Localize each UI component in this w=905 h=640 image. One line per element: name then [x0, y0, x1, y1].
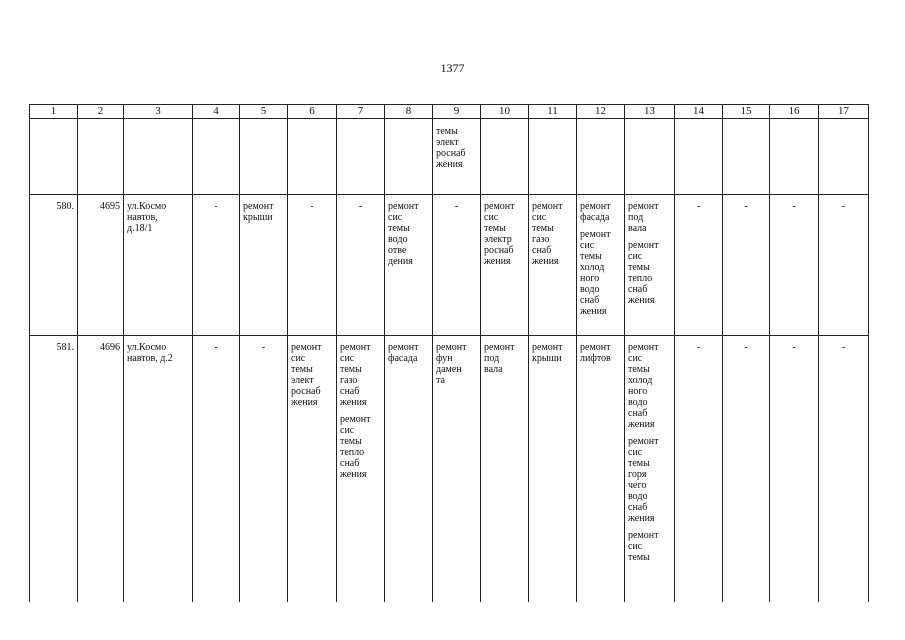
- cell-content: [78, 336, 123, 353]
- cell-line: элект: [436, 137, 459, 148]
- cell-line: фасада: [580, 212, 610, 223]
- address-cell: [124, 195, 193, 336]
- cell-line: вала: [484, 364, 503, 375]
- cell-line: под: [484, 353, 500, 364]
- cell-line: жения: [291, 397, 318, 408]
- column-header: 6: [288, 105, 337, 119]
- cell-line: ремонт: [628, 436, 659, 447]
- cell-line: сис: [484, 212, 499, 223]
- cell-text-block: [436, 126, 477, 170]
- cell-line: сис: [628, 251, 643, 262]
- work-cell-col4: [193, 195, 240, 336]
- cell-line: чего: [628, 480, 647, 491]
- table-cell: [124, 119, 193, 195]
- cell-content: [723, 336, 769, 353]
- cell-text-block: [628, 240, 671, 306]
- column-header: 8: [385, 105, 433, 119]
- column-header: 12: [577, 105, 625, 119]
- work-cell-col16: [770, 336, 819, 603]
- work-cell-col7: [337, 336, 385, 603]
- work-cell-col12: [577, 195, 625, 336]
- cell-text-block: [484, 342, 525, 375]
- cell-line: темы: [628, 364, 650, 375]
- cell-value: -: [841, 342, 846, 353]
- work-cell-col10: [481, 336, 529, 603]
- cell-content: [723, 195, 769, 212]
- cell-line: сис: [340, 425, 355, 436]
- cell-line: сис: [388, 212, 403, 223]
- cell-line: ремонт: [580, 229, 611, 240]
- cell-line: роснаб: [436, 148, 466, 159]
- address-cell: [124, 336, 193, 603]
- table-cell: [30, 119, 78, 195]
- cell-content: [124, 195, 192, 234]
- cell-line: холод: [580, 262, 605, 273]
- cell-content: [481, 336, 528, 375]
- cell-line: ремонт: [484, 201, 515, 212]
- column-header: 9: [433, 105, 481, 119]
- cell-value: -: [792, 342, 796, 353]
- work-cell-col10: [481, 195, 529, 336]
- table-cell: [675, 119, 723, 195]
- cell-content: [288, 336, 336, 408]
- cell-value: -: [744, 201, 748, 212]
- table-cell: [433, 119, 481, 195]
- cell-content: [770, 336, 818, 353]
- cell-line: ного: [628, 386, 648, 397]
- cell-line: роснаб: [484, 245, 514, 256]
- cell-content: [819, 195, 868, 212]
- cell-line: ремонт: [532, 342, 563, 353]
- cell-line: жения: [628, 419, 655, 430]
- address-line: навтов,: [127, 212, 158, 223]
- page-number: 1377: [440, 61, 465, 75]
- table-cell: [529, 119, 577, 195]
- cell-line: ремонт: [388, 342, 419, 353]
- cell-line: тепло: [628, 273, 653, 284]
- work-cell-col4: [193, 336, 240, 603]
- cell-line: сис: [532, 212, 547, 223]
- cell-line: ремонт: [628, 530, 659, 541]
- cell-text-block: [628, 436, 671, 524]
- cell-line: ремонт: [340, 342, 371, 353]
- row-number-cell: [30, 195, 78, 336]
- cell-line: водо: [388, 234, 408, 245]
- cell-line: темы: [580, 251, 602, 262]
- cell-content: [675, 195, 722, 212]
- cell-content: [385, 195, 432, 267]
- cell-text-block: [340, 342, 381, 408]
- object-code-cell: [78, 336, 124, 603]
- cell-content: [770, 195, 818, 212]
- table-cell: [337, 119, 385, 195]
- column-header: 10: [481, 105, 529, 119]
- cell-line: темы: [484, 223, 506, 234]
- column-header: 17: [819, 105, 869, 119]
- table-cell: [78, 119, 124, 195]
- cell-content: [30, 336, 77, 353]
- table-cell: [819, 119, 869, 195]
- cell-line: снаб: [628, 284, 648, 295]
- cell-line: вала: [628, 223, 647, 234]
- column-header: 5: [240, 105, 288, 119]
- cell-content: [625, 336, 674, 563]
- column-header: 1: [30, 105, 78, 119]
- cell-line: водо: [628, 397, 648, 408]
- cell-value: -: [358, 201, 363, 212]
- cell-line: фун: [436, 353, 453, 364]
- cell-content: [819, 336, 868, 353]
- cell-content: [240, 336, 287, 353]
- cell-line: темы: [628, 458, 650, 469]
- work-cell-col7: [337, 195, 385, 336]
- cell-text-block: [291, 342, 333, 408]
- cell-line: газо: [340, 375, 358, 386]
- cell-line: жения: [580, 306, 607, 317]
- cell-line: холод: [628, 375, 653, 386]
- table-cell: [288, 119, 337, 195]
- object-code: 4696: [100, 342, 120, 353]
- cell-content: [288, 195, 336, 212]
- table-cell: [577, 119, 625, 195]
- work-cell-col13: [625, 195, 675, 336]
- cell-line: сис: [340, 353, 355, 364]
- work-cell-col9: [433, 336, 481, 603]
- cell-line: темы: [628, 552, 650, 563]
- cell-line: отве: [388, 245, 407, 256]
- cell-line: темы: [291, 364, 313, 375]
- work-cell-col17: [819, 336, 869, 603]
- cell-line: фасада: [388, 353, 418, 364]
- address-line: навтов, д.2: [127, 353, 173, 364]
- cell-line: ремонт: [532, 201, 563, 212]
- cell-text-block: [388, 201, 429, 267]
- column-header: 4: [193, 105, 240, 119]
- work-cell-col11: [529, 195, 577, 336]
- cell-line: ремонт: [628, 342, 659, 353]
- column-header: 2: [78, 105, 124, 119]
- table-header-row: [30, 105, 869, 119]
- cell-text-block: [243, 201, 284, 223]
- cell-content: [529, 195, 576, 267]
- cell-line: роснаб: [291, 386, 321, 397]
- cell-line: тепло: [340, 447, 365, 458]
- cell-line: сис: [291, 353, 306, 364]
- address-line: ул.Космо: [127, 342, 167, 353]
- cell-line: дамен: [436, 364, 462, 375]
- cell-content: [577, 195, 624, 317]
- column-header: 11: [529, 105, 577, 119]
- cell-text-block: [628, 530, 671, 563]
- work-cell-col9: [433, 195, 481, 336]
- work-cell-col15: [723, 336, 770, 603]
- cell-text-block: [484, 201, 525, 267]
- cell-content: [193, 336, 239, 353]
- table-cell: [770, 119, 819, 195]
- cell-line: дения: [388, 256, 413, 267]
- cell-line: сис: [628, 541, 643, 552]
- cell-line: ремонт: [628, 201, 659, 212]
- cell-line: жения: [628, 513, 655, 524]
- cell-line: снаб: [340, 386, 360, 397]
- cell-text-block: [436, 342, 477, 386]
- cell-line: снаб: [628, 502, 648, 513]
- cell-content: [337, 195, 384, 212]
- table-row-continuation: [30, 119, 869, 195]
- cell-content: [529, 336, 576, 364]
- table-cell: [385, 119, 433, 195]
- cell-text-block: [580, 229, 621, 317]
- cell-line: снаб: [532, 245, 552, 256]
- cell-content: [481, 195, 528, 267]
- cell-value: -: [261, 342, 266, 353]
- cell-line: темы: [628, 262, 650, 273]
- table-cell: [625, 119, 675, 195]
- cell-line: жения: [532, 256, 559, 267]
- cell-line: ремонт: [484, 342, 515, 353]
- cell-line: под: [628, 212, 644, 223]
- cell-line: лифтов: [580, 353, 611, 364]
- cell-text-block: [580, 201, 621, 223]
- table-cell: [481, 119, 529, 195]
- column-header: 3: [124, 105, 193, 119]
- cell-line: ремонт: [580, 201, 611, 212]
- table-row: [30, 195, 869, 336]
- work-cell-col5: [240, 195, 288, 336]
- cell-line: ремонт: [243, 201, 274, 212]
- address-line: д.18/1: [127, 223, 153, 234]
- cell-value: -: [454, 201, 459, 212]
- cell-value: -: [841, 201, 846, 212]
- cell-line: снаб: [628, 408, 648, 419]
- cell-value: -: [310, 201, 314, 212]
- cell-content: [78, 195, 123, 212]
- cell-line: жения: [340, 469, 367, 480]
- work-cell-col17: [819, 195, 869, 336]
- cell-line: ремонт: [291, 342, 322, 353]
- cell-content: [433, 119, 480, 170]
- cell-value: -: [696, 342, 701, 353]
- works-table: [29, 104, 869, 602]
- work-cell-col8: [385, 336, 433, 603]
- cell-line: газо: [532, 234, 550, 245]
- column-header: 14: [675, 105, 723, 119]
- cell-line: водо: [628, 491, 648, 502]
- cell-line: сис: [580, 240, 595, 251]
- column-header: 16: [770, 105, 819, 119]
- work-cell-col11: [529, 336, 577, 603]
- cell-content: [385, 336, 432, 364]
- cell-value: -: [792, 201, 796, 212]
- cell-line: ного: [580, 273, 600, 284]
- object-code: 4695: [100, 201, 120, 212]
- cell-line: снаб: [580, 295, 600, 306]
- row-number-cell: [30, 336, 78, 603]
- cell-content: [433, 336, 480, 386]
- work-cell-col16: [770, 195, 819, 336]
- cell-line: крыши: [243, 212, 273, 223]
- table-cell: [240, 119, 288, 195]
- work-cell-col12: [577, 336, 625, 603]
- work-cell-col8: [385, 195, 433, 336]
- cell-line: горя: [628, 469, 647, 480]
- cell-line: электр: [484, 234, 512, 245]
- cell-line: сис: [628, 353, 643, 364]
- cell-line: темы: [388, 223, 410, 234]
- table-cell: [723, 119, 770, 195]
- work-cell-col6: [288, 336, 337, 603]
- cell-line: темы: [532, 223, 554, 234]
- cell-line: водо: [580, 284, 600, 295]
- cell-line: жения: [340, 397, 367, 408]
- cell-text-block: [340, 414, 381, 480]
- cell-value: -: [214, 342, 218, 353]
- cell-line: ремонт: [388, 201, 419, 212]
- column-header: 7: [337, 105, 385, 119]
- cell-content: [433, 195, 480, 212]
- cell-text-block: [628, 342, 671, 430]
- cell-text-block: [388, 342, 429, 364]
- cell-value: -: [696, 201, 701, 212]
- cell-line: темы: [436, 126, 458, 137]
- object-code-cell: [78, 195, 124, 336]
- table-row: [30, 336, 869, 603]
- work-cell-col15: [723, 195, 770, 336]
- cell-content: [577, 336, 624, 364]
- cell-line: жения: [436, 159, 463, 170]
- row-number: 580.: [56, 201, 74, 212]
- cell-line: темы: [340, 364, 362, 375]
- work-cell-col14: [675, 195, 723, 336]
- cell-line: та: [436, 375, 445, 386]
- cell-content: [675, 336, 722, 353]
- column-header: 13: [625, 105, 675, 119]
- work-cell-col5: [240, 336, 288, 603]
- cell-text-block: [532, 342, 573, 364]
- cell-line: ремонт: [436, 342, 467, 353]
- cell-line: крыши: [532, 353, 562, 364]
- cell-text-block: [628, 201, 671, 234]
- cell-line: жения: [628, 295, 655, 306]
- cell-line: ремонт: [628, 240, 659, 251]
- cell-line: ремонт: [580, 342, 611, 353]
- work-cell-col13: [625, 336, 675, 603]
- table-cell: [193, 119, 240, 195]
- cell-content: [240, 195, 287, 223]
- cell-line: жения: [484, 256, 511, 267]
- work-cell-col14: [675, 336, 723, 603]
- cell-value: -: [214, 201, 218, 212]
- cell-line: ремонт: [340, 414, 371, 425]
- cell-content: [625, 195, 674, 306]
- cell-line: темы: [340, 436, 362, 447]
- cell-line: снаб: [340, 458, 360, 469]
- column-header: 15: [723, 105, 770, 119]
- cell-content: [124, 336, 192, 364]
- cell-content: [193, 195, 239, 212]
- cell-content: [30, 195, 77, 212]
- address-line: ул.Космо: [127, 201, 167, 212]
- cell-text-block: [532, 201, 573, 267]
- row-number: 581.: [56, 342, 74, 353]
- cell-content: [337, 336, 384, 480]
- cell-line: элект: [291, 375, 314, 386]
- cell-value: -: [744, 342, 748, 353]
- work-cell-col6: [288, 195, 337, 336]
- cell-line: сис: [628, 447, 643, 458]
- cell-text-block: [580, 342, 621, 364]
